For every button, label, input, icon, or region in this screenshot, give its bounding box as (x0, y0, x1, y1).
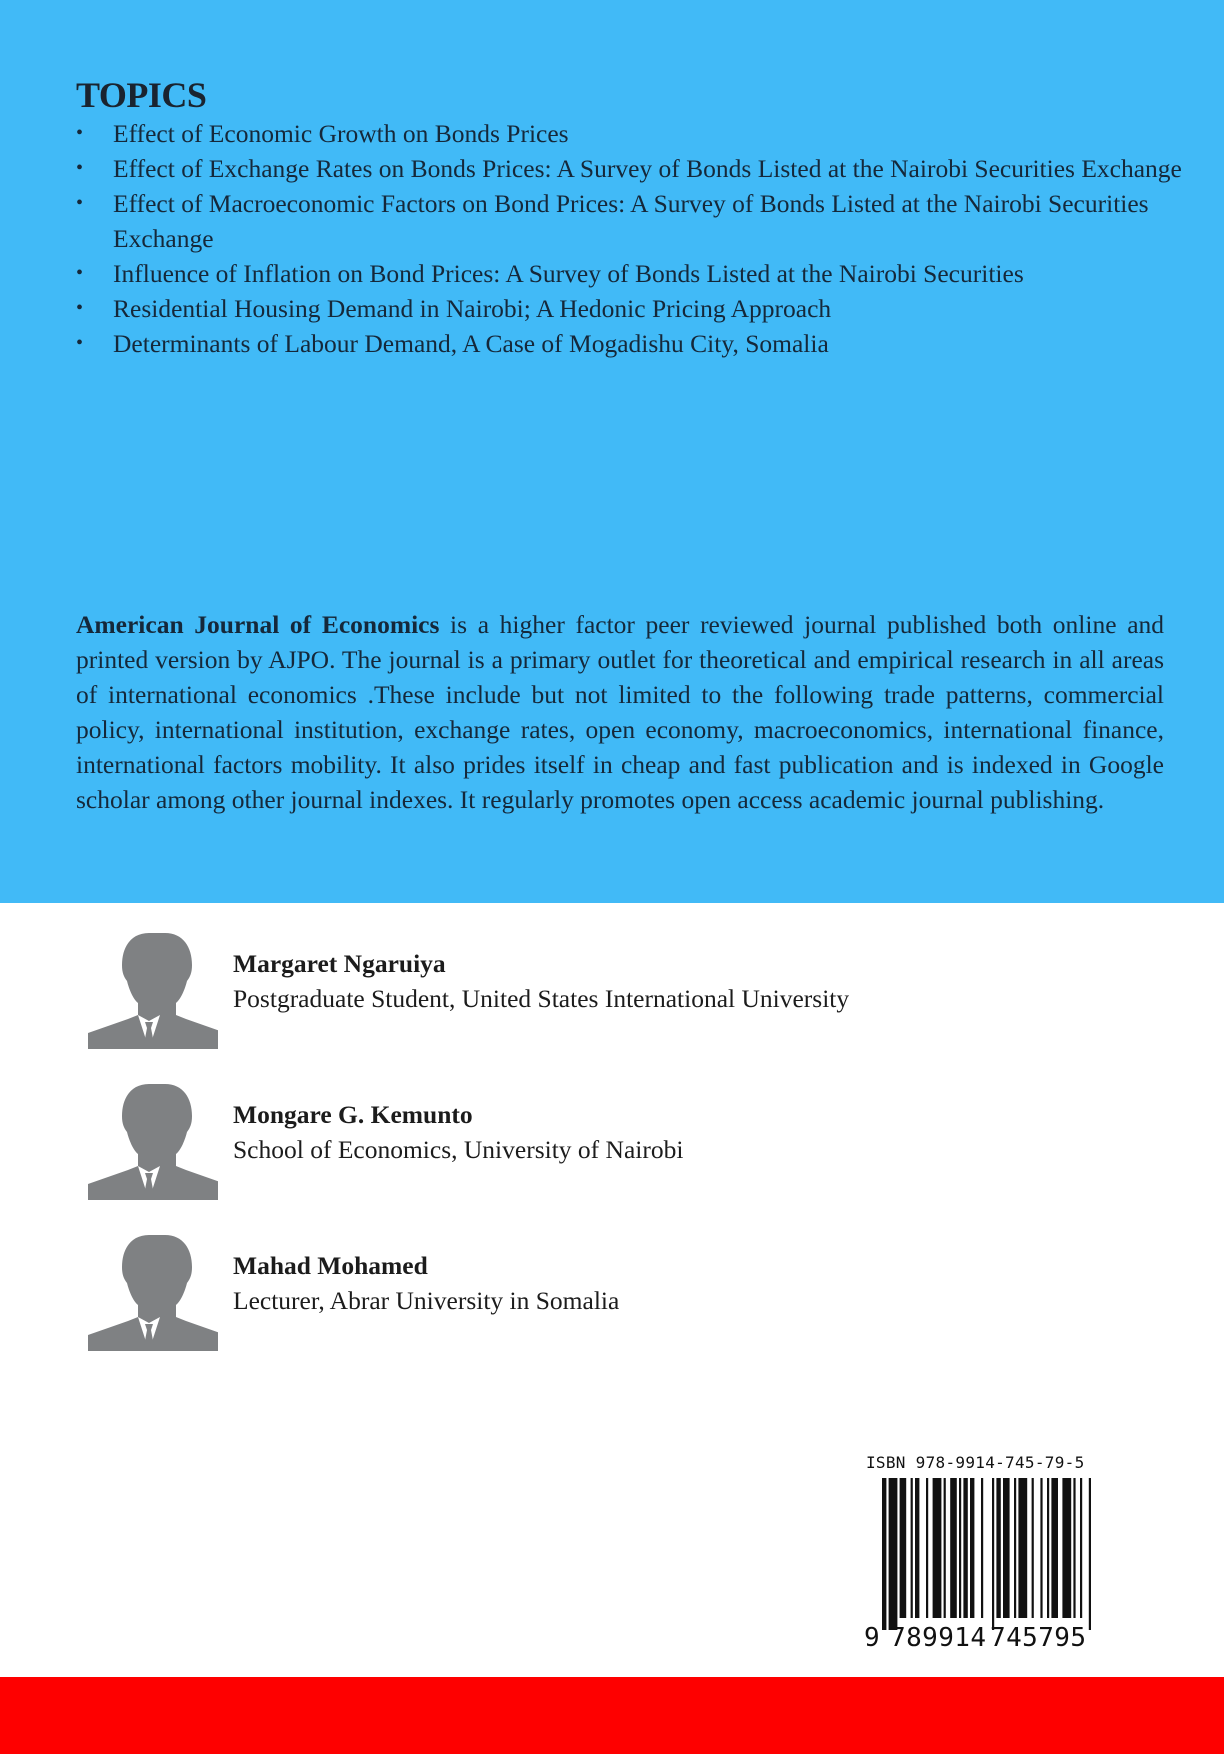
barcode-bars (882, 1478, 1091, 1630)
author-affiliation: Lecturer, Abrar University in Somalia (233, 1286, 620, 1315)
bullet-icon: • (76, 262, 84, 284)
barcode-bar (963, 1478, 967, 1618)
barcode-bar (1047, 1478, 1049, 1618)
topic-text: Determinants of Labour Demand, A Case of Mogadishu City, Somalia (113, 329, 829, 358)
topic-item (76, 186, 1186, 256)
author-name: Mahad Mohamed (233, 1251, 428, 1280)
topic-item (76, 151, 1186, 186)
barcode-bar (1089, 1478, 1091, 1630)
barcode-digits-left: 789914 (890, 1623, 986, 1650)
journal-description (76, 607, 1164, 817)
topic-text: Influence of Inflation on Bond Prices: A Survey of Bonds Listed at the Nairobi Securities (113, 259, 1024, 288)
author-name: Mongare G. Kemunto (233, 1100, 473, 1129)
barcode-bar (970, 1478, 974, 1618)
barcode-bar (1018, 1478, 1027, 1618)
barcode-bar (1080, 1478, 1082, 1618)
barcode-bar (933, 1478, 942, 1618)
person-silhouette-icon (80, 1231, 218, 1351)
barcode-bar (1003, 1478, 1010, 1618)
topic-text: Effect of Exchange Rates on Bonds Prices: A Survey of Bonds Listed at the Nairobi Securities Exchange (113, 154, 1182, 183)
topic-item (76, 116, 1186, 151)
barcode-bar (882, 1478, 886, 1630)
barcode-bar (1073, 1478, 1075, 1618)
barcode-bar (1040, 1478, 1042, 1618)
barcode-bar (992, 1478, 994, 1630)
topics-heading: TOPICS (76, 75, 207, 115)
barcode-bar (911, 1478, 913, 1618)
isbn-label: ISBN 978-9914-745-79-5 (866, 1453, 1085, 1472)
barcode-bar (950, 1478, 957, 1618)
bullet-icon: • (76, 297, 84, 319)
journal-description-text: is a higher factor peer reviewed journal published both online and printed version by AJPO. The journal is a primary outlet for theoretical and empirical research in all areas of international economics .These include but not limited to the following trade patterns, commercial policy, international institution, exchange rates, open economy, macroeconomics, international finance, international factors mobility. It also prides itself in cheap and fast publication and is indexed in Google scholar among other journal indexes. It regularly promotes open access academic journal publishing. (76, 610, 1165, 814)
bullet-icon: • (76, 192, 84, 214)
topic-item (76, 291, 1186, 326)
barcode-bar (900, 1478, 907, 1618)
barcode-bar (915, 1478, 919, 1618)
topic-text: Effect of Economic Growth on Bonds Prices (113, 119, 569, 148)
barcode-icon (864, 1478, 1100, 1650)
author-entry (0, 1231, 1224, 1361)
barcode-bar (944, 1478, 946, 1618)
barcode-bar (996, 1478, 1000, 1618)
person-silhouette-icon (80, 929, 218, 1049)
author-affiliation: Postgraduate Student, United States International University (233, 984, 850, 1013)
bullet-icon: • (76, 122, 84, 144)
barcode-bar (1062, 1478, 1071, 1618)
bottom-red-band (0, 1677, 1224, 1754)
author-name: Margaret Ngaruiya (233, 949, 446, 978)
barcode-digits-right: 745795 (990, 1623, 1086, 1650)
person-silhouette-icon (80, 1080, 218, 1200)
author-entry (0, 1080, 1224, 1210)
barcode-bar (889, 1478, 898, 1630)
barcode-bar (1014, 1478, 1016, 1618)
topic-text: Effect of Macroeconomic Factors on Bond Prices: A Survey of Bonds Listed at the Nairobi Securities Exchange (113, 189, 1149, 253)
topic-item (76, 326, 1186, 361)
barcode-bar (981, 1478, 983, 1618)
barcode-bar (926, 1478, 928, 1618)
barcode-bar (1032, 1478, 1034, 1618)
topic-item (76, 256, 1186, 291)
barcode-digit-first: 9 (864, 1623, 880, 1650)
bullet-icon: • (76, 332, 84, 354)
barcode-bar (1051, 1478, 1058, 1618)
bullet-icon: • (76, 157, 84, 179)
author-affiliation: School of Economics, University of Nairobi (233, 1135, 684, 1164)
topic-text: Residential Housing Demand in Nairobi; A Hedonic Pricing Approach (113, 294, 832, 323)
topics-list (76, 116, 1186, 361)
journal-name: American Journal of Economics (76, 610, 440, 639)
author-entry (0, 929, 1224, 1059)
barcode-bar (959, 1478, 961, 1618)
